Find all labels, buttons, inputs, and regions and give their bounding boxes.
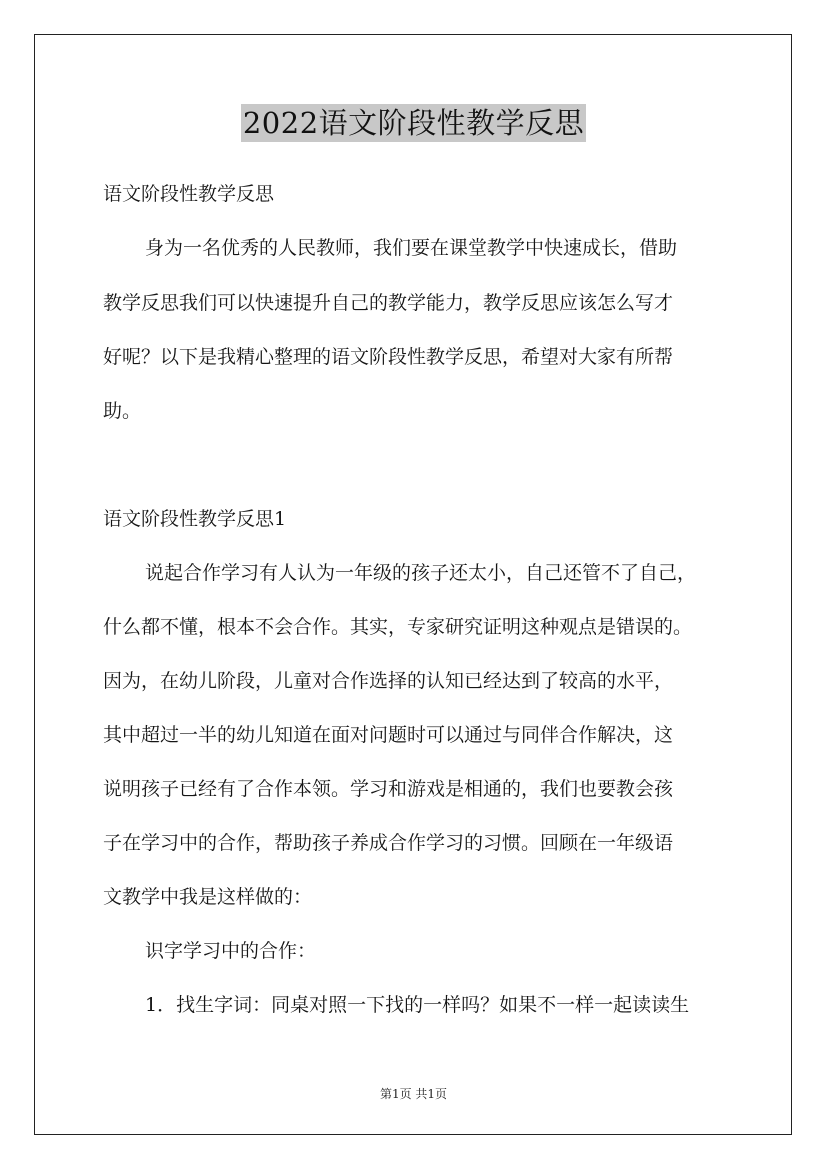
intro-line: 助。: [103, 400, 142, 422]
intro-line: 身为一名优秀的人民教师，我们要在课堂教学中快速成长，借助: [145, 237, 678, 259]
document-subtitle: 语文阶段性教学反思: [103, 183, 275, 205]
subheading: 识字学习中的合作：: [145, 940, 317, 962]
section-heading: 语文阶段性教学反思1: [103, 508, 287, 530]
list-item: 1．找生字词：同桌对照一下找的一样吗？如果不一样一起读读生: [145, 994, 690, 1016]
body-line: 说起合作学习有人认为一年级的孩子还太小，自己还管不了自己，: [145, 562, 697, 584]
body-line: 文教学中我是这样做的：: [103, 886, 313, 908]
body-line: 子在学习中的合作，帮助孩子养成合作学习的习惯。回顾在一年级语: [103, 832, 674, 854]
body-line: 因为，在幼儿阶段，儿童对合作选择的认知已经达到了较高的水平，: [103, 670, 674, 692]
title-container: [0, 104, 827, 142]
document-title: 2022语文阶段性教学反思: [242, 106, 585, 140]
intro-line: 教学反思我们可以快速提升自己的教学能力，教学反思应该怎么写才: [103, 292, 674, 314]
intro-line: 好呢？以下是我精心整理的语文阶段性教学反思，希望对大家有所帮: [103, 346, 674, 368]
page-footer: 第1页 共1页: [379, 1087, 448, 1101]
body-line: 说明孩子已经有了合作本领。学习和游戏是相通的，我们也要教会孩: [103, 778, 674, 800]
body-line: 其中超过一半的幼儿知道在面对问题时可以通过与同伴合作解决，这: [103, 724, 674, 746]
body-line: 什么都不懂，根本不会合作。其实，专家研究证明这种观点是错误的。: [103, 616, 693, 638]
